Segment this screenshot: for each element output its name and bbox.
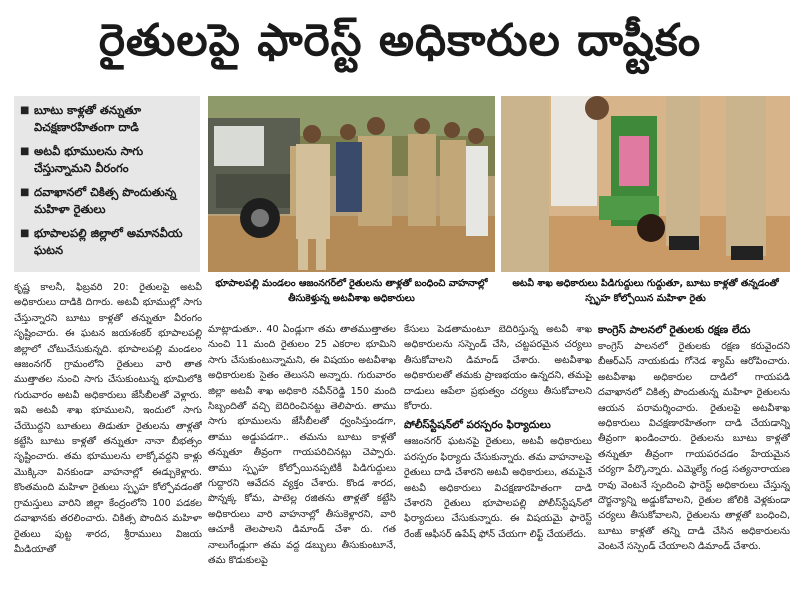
highlight-item bbox=[20, 225, 194, 259]
article-column-1 bbox=[14, 280, 202, 612]
article-paragraph: కృష్ణ కాలనీ, ఫిబ్రవరి 20: రైతులపై అటవీ అధికారులు దాడికి దిగారు. అటవీ భూముల్లో సాగు చేస్తున్నారని బూటు కాళ్లతో తన్నుతూ వీరంగం సృష్టించారు. ఈ ఘటన జయశంకర్ భూపాలపల్లి జిల్లాలో చోటుచేసుకున్నది. భూపాలపల్లి మండలం ఆజంనగర్ గ్రామంలోని రైతులు వారి తాత ముత్తాతల నుంచి సాగు చేసుకుంటున్న భూమిలోకి గురువారం అటవీ అధికారులు జేసీబీలతో వెళ్లారు. ఇవి అటవీ శాఖ భూములని, ఇందులో సాగు చేయొద్దని బూతులు తిడుతూ రైతులను తాళ్లతో కట్టేసి బూటు కాళ్లతో తన్నుతూ నానా బీభత్సం సృష్టించారు. తమ భూములను లాక్కోవద్దని కాళ్లు మొక్కినా వినకుండా వాహనాల్లో ఈడ్చుకెళ్లారు. కొంతమంది మహిళా రైతులు స్పృహ కోల్పోవడంతో గ్రామస్తులు వారిని జిల్లా కేంద్రంలోని 100 పడకల దవాఖానకు తరలించారు. చికిత్స పొందిన మహిళా రైతులు పుట్ట శారద, శ్రీరాములు విజయ మీడియాతో bbox=[14, 282, 202, 555]
highlight-item bbox=[20, 184, 194, 218]
bullet-icon: ■ bbox=[20, 105, 30, 116]
bullet-icon: ■ bbox=[20, 187, 30, 198]
article-paragraph: కేసులు పెడతామంటూ బెదిరిస్తున్న అటవీ శాఖ అధికారులను సస్పెండ్ చేసి, చట్టపరమైన చర్యలు తీసుకోవాలని డిమాండ్ చేశారు. అటవీశాఖ అధికారులతో తమకు ప్రాణభయం ఉన్నదని, తమపై దాడులు ఆపేలా ప్రభుత్వం చర్యలు తీసుకోవాలని కోరారు. bbox=[404, 324, 592, 413]
highlight-item bbox=[20, 102, 194, 136]
article-subheading: పోలీస్‌స్టేషన్‌లో పరస్పరం ఫిర్యాదులు bbox=[404, 419, 551, 432]
bullet-icon: ■ bbox=[20, 146, 30, 157]
article-paragraph: కాంగ్రెస్ పాలనలో రైతులకు రక్షణ కరువైందని బీఆర్‌ఎస్ నాయకుడు గోనెడ శ్యామ్ ఆరోపించారు. అటవీశాఖ అధికారుల దాడిలో గాయపడి దవాఖానలో చికిత్స పొందుతున్న మహిళా రైతులను ఆయన పరామర్శించారు. రైతులపై అటవీశాఖ అధికారులు విచక్షణారహితంగా దాడి చేయడాన్ని తీవ్రంగా ఖండించారు. రైతులను బూటు కాళ్లతో తన్నుతూ తీవ్రంగా గాయపరచడం హేయమైన చర్యగా పేర్కొన్నారు. ఎమ్మెల్యే గండ్ర సత్యనారాయణ రావు వెంటనే స్పందించి ఫారెస్ట్ అధికారులు చేస్తున్న దౌర్జన్యాన్ని అడ్డుకోవాలని, రైతుల జోలికి వెళ్లకుండా చర్యలు తీసుకోవాలని, రైతులను తాళ్లతో బంధించి, బూటు కాళ్లతో తన్ని దాడి చేసిన అధికారులను వెంటనే సస్పెండ్ చేయాలని డిమాండ్ చేశారు. bbox=[598, 341, 790, 553]
article-column-4 bbox=[598, 322, 790, 612]
photo-caption: అటవీ శాఖ అధికారులు పిడిగుద్దులు గుద్దుతూ, బూటు కాళ్లతో తన్నడంతో స్పృహ కోల్పోయిన మహిళా రైతు bbox=[512, 278, 779, 304]
headline: రైతులపై ఫారెస్ట్ అధికారుల దాష్టీకం bbox=[98, 15, 702, 66]
bullet-icon: ■ bbox=[20, 228, 30, 239]
article-column-3 bbox=[404, 322, 592, 612]
news-photo-arrest bbox=[208, 96, 495, 272]
article-paragraph: మాట్లాడుతూ.. 40 ఏండ్లుగా తమ తాతముత్తాతల నుంచి 11 మంది రైతులం 25 ఎకరాల భూమిని సాగు చేసుకుంటున్నామని, ఈ విషయం అటవీశాఖ అధికారులకు సైతం తెలుసని అన్నారు. గురువారం జిల్లా అటవీ శాఖ అధికారి నవీన్‌రెడ్డి 150 మంది సిబ్బందితో వచ్చి బెదిరించినట్టు తెలిపారు. తాము సాగు భూములను జేసీబీలతో ధ్వంసిస్తుండగా, తాము అడ్డుపడగా.. తమను బూటు కాళ్లతో తన్నుతూ తీవ్రంగా గాయపరిచినట్లు చెప్పారు. తాము స్పృహ కోల్పోయినప్పటికీ పిడిగుద్దులు గుద్దారని ఆవేదన వ్యక్తం చేశారు. కొండ శారద, పొన్నక్క కోమ, పాటెల్ల రజితను తాళ్లతో కట్టేసి అధికారులు వారి వాహనాల్లో తీసుకెళ్లారని, వారి ఆచూకీ తెలపాలని డిమాండ్ చేశా రు. గత నాలుగేండ్లుగా తమ వద్ద డబ్బులు తీసుకుంటూనే, తమ కొడుకులపై bbox=[208, 324, 396, 567]
highlight-item bbox=[20, 143, 194, 177]
highlight-text: దవాఖానలో చికిత్స పొందుతున్న మహిళా రైతులు bbox=[34, 185, 177, 216]
article-column-2 bbox=[208, 322, 396, 612]
photo-caption: భూపాలపల్లి మండలం ఆజంనగర్‌లో రైతులను తాళ్లతో బంధించి వాహనాల్లో తీసుకెళ్తున్న అటవీశాఖ అధికారులు bbox=[215, 278, 488, 304]
highlight-text: భూపాలపల్లి జిల్లాలో అమానవీయ ఘటన bbox=[34, 226, 183, 257]
highlight-text: అటవీ భూములను సాగు చేస్తున్నామని వీరంగం bbox=[34, 144, 144, 175]
highlight-text: బూటు కాళ్లతో తన్నుతూ విచక్షణారహితంగా దాడి bbox=[34, 103, 142, 134]
news-photo-injured-farmer bbox=[501, 96, 790, 272]
article-paragraph: ఆజంనగర్ ఘటనపై రైతులు, అటవీ అధికారులు పరస్పరం ఫిర్యాదు చేసుకున్నారు. తమ వాహనాలపై రైతులు దాడి చేశారని అటవీ అధికారులు, తమపైనే అటవీ అధికారులు విచక్షణారహితంగా దాడి చేశారని రైతులు భూపాలపల్లి పోలీస్‌స్టేషన్‌లో ఫిర్యాదులు చేసుకున్నారు. ఈ విషయమై ఫారెస్ట్ రేంజ్ ఆఫీసర్ ఉపేష్ ఫోన్ చేయగా లిఫ్ట్ చేయలేదు. bbox=[404, 436, 592, 540]
article-subheading: కాంగ్రెస్ పాలనలో రైతులకు రక్షణ లేదు bbox=[598, 324, 751, 336]
highlights-box bbox=[14, 96, 200, 272]
